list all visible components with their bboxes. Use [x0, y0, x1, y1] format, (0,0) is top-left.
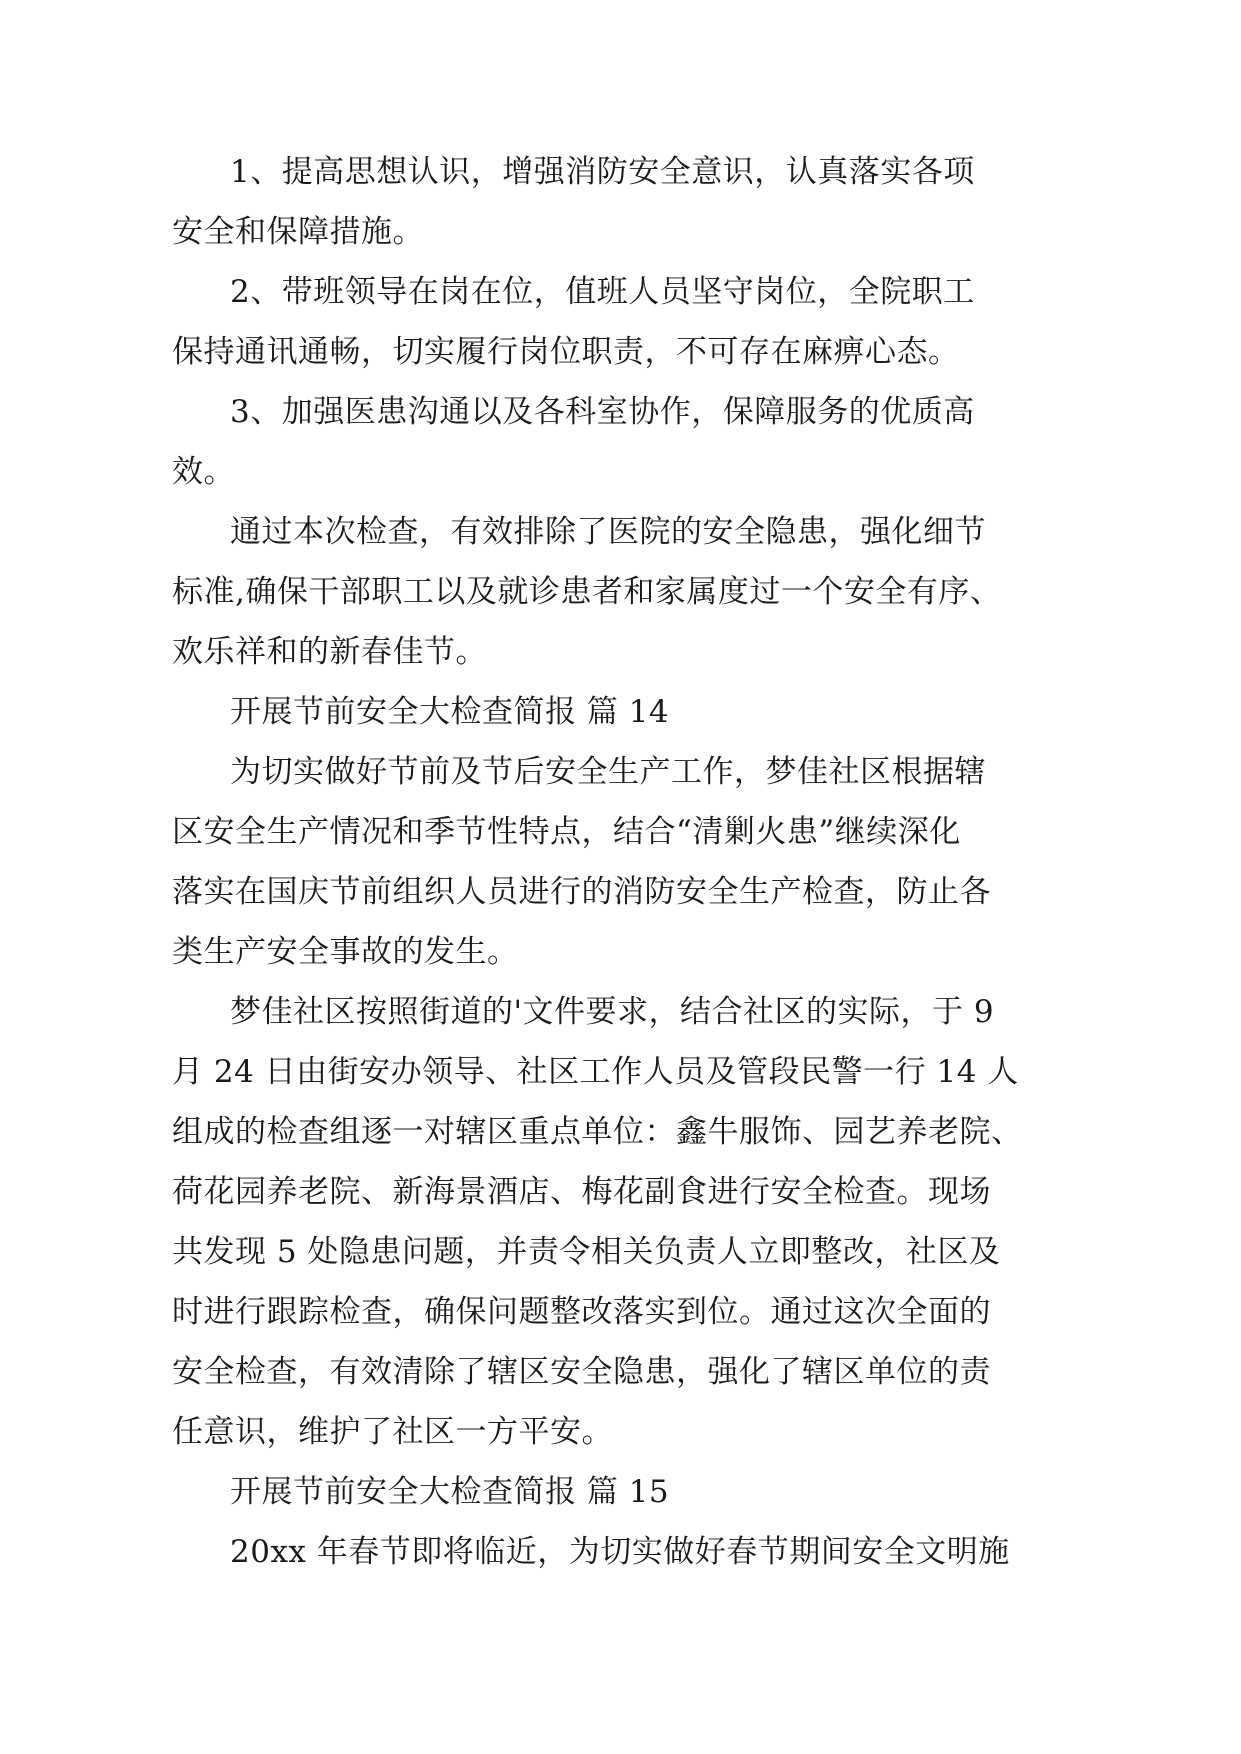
text-line: 任意识，维护了社区一方平安。	[172, 1414, 613, 1450]
text-line: 2、带班领导在岗在位，值班人员坚守岗位，全院职工	[230, 274, 975, 310]
text-line: 类生产安全事故的发生。	[172, 934, 519, 970]
section-heading: 开展节前安全大检查简报 篇 14	[230, 694, 670, 730]
text-line: 安全检查，有效清除了辖区安全隐患，强化了辖区单位的责	[172, 1354, 991, 1390]
text-line: 落实在国庆节前组织人员进行的消防安全生产检查，防止各	[172, 874, 991, 910]
text-line: 20xx 年春节即将临近，为切实做好春节期间安全文明施	[230, 1534, 1010, 1570]
text-line: 为切实做好节前及节后安全生产工作，梦佳社区根据辖	[230, 754, 986, 790]
text-line: 3、加强医患沟通以及各科室协作，保障服务的优质高	[230, 394, 975, 430]
text-line: 区安全生产情况和季节性特点，结合“清剿火患”继续深化	[172, 814, 961, 850]
text-line: 标准,确保干部职工以及就诊患者和家属度过一个安全有序、	[172, 574, 1002, 610]
text-line: 荷花园养老院、新海景酒店、梅花副食进行安全检查。现场	[172, 1174, 991, 1210]
text-line: 组成的检查组逐一对辖区重点单位：鑫牛服饰、园艺养老院、	[172, 1114, 1023, 1150]
text-line: 时进行跟踪检查，确保问题整改落实到位。通过这次全面的	[172, 1294, 991, 1330]
text-line: 安全和保障措施。	[172, 214, 424, 250]
text-line: 共发现 5 处隐患问题，并责令相关负责人立即整改，社区及	[172, 1234, 1001, 1270]
text-line: 保持通讯通畅，切实履行岗位职责，不可存在麻痹心态。	[172, 334, 960, 370]
section-heading: 开展节前安全大检查简报 篇 15	[230, 1474, 670, 1510]
text-line: 梦佳社区按照街道的'文件要求，结合社区的实际，于 9	[230, 994, 995, 1030]
text-line: 月 24 日由街安办领导、社区工作人员及管段民警一行 14 人	[172, 1054, 1019, 1090]
text-line: 通过本次检查，有效排除了医院的安全隐患，强化细节	[230, 514, 986, 550]
text-line: 效。	[172, 454, 235, 490]
text-line: 欢乐祥和的新春佳节。	[172, 634, 487, 670]
text-line: 1、提高思想认识，增强消防安全意识，认真落实各项	[230, 154, 975, 190]
